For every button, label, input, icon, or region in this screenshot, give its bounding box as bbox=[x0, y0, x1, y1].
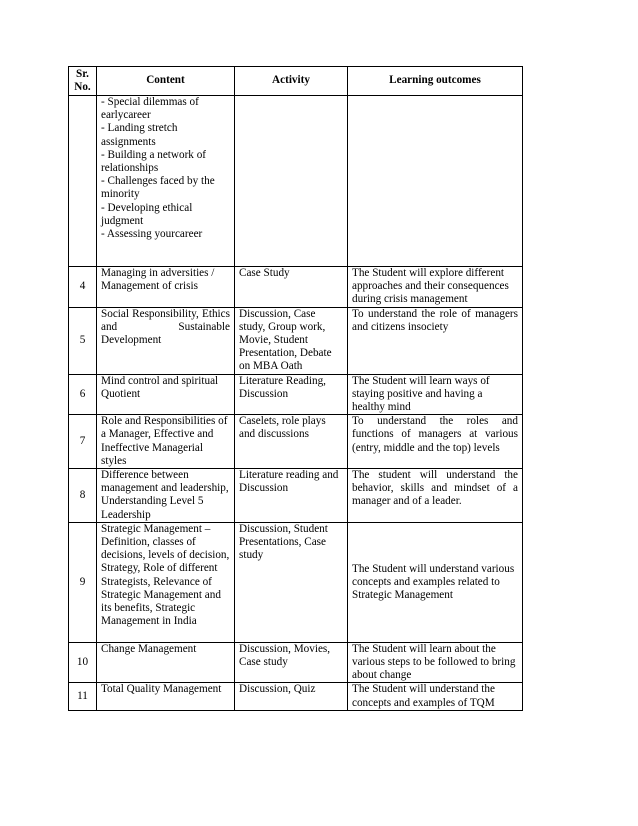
table-row bbox=[69, 307, 523, 374]
syllabus-table bbox=[68, 66, 523, 711]
cell-activity: Discussion, Case study, Group work, Movie, Student Presentation, Debate on MBA Oath bbox=[235, 307, 348, 374]
cell-sr bbox=[69, 96, 97, 267]
cell-activity: Literature reading and Discussion bbox=[235, 469, 348, 523]
header-content: Content bbox=[97, 67, 235, 96]
table-row bbox=[69, 683, 523, 710]
table-row bbox=[69, 642, 523, 683]
cell-content: Difference between management and leadership, Understanding Level 5 Leadership bbox=[97, 469, 235, 523]
table-row bbox=[69, 469, 523, 523]
cell-outcome: The Student will learn ways of staying positive and having a healthy mind bbox=[348, 374, 523, 415]
table-header-row bbox=[69, 67, 523, 96]
table-row bbox=[69, 267, 523, 308]
cell-content: Role and Responsibilities of a Manager, Effective and Ineffective Managerial styles bbox=[97, 415, 235, 469]
cell-activity: Discussion, Student Presentations, Case study bbox=[235, 522, 348, 642]
table-row bbox=[69, 522, 523, 642]
cell-content: Social Responsibility, Ethics and Sustainable Development bbox=[97, 307, 235, 374]
content-line: judgment bbox=[101, 214, 144, 227]
content-line: - Landing stretch bbox=[101, 122, 178, 135]
content-line: - Developing ethical bbox=[101, 201, 193, 214]
cell-activity: Case Study bbox=[235, 267, 348, 308]
header-sr-no: Sr. No. bbox=[69, 67, 97, 96]
cell-outcome bbox=[348, 96, 523, 267]
cell-sr: 7 bbox=[69, 415, 97, 469]
table-row-continuation bbox=[69, 96, 523, 267]
content-line: - Assessing yourcareer bbox=[101, 228, 203, 241]
table-row bbox=[69, 374, 523, 415]
cell-content: Change Management bbox=[97, 642, 235, 683]
content-line: minority bbox=[101, 188, 140, 201]
cell-activity: Discussion, Movies, Case study bbox=[235, 642, 348, 683]
cell-content: Strategic Management – Definition, classes of decisions, levels of decision, Strategy, Role of different Strategists, Relevance of Strategic Management and its benefits, Strategic Management in India bbox=[97, 522, 235, 642]
content-line: - Building a network of bbox=[101, 148, 207, 161]
cell-content: Managing in adversities / Management of crisis bbox=[97, 267, 235, 308]
cell-sr: 11 bbox=[69, 683, 97, 710]
cell-activity bbox=[235, 96, 348, 267]
content-line: assignments bbox=[101, 135, 156, 148]
cell-sr: 9 bbox=[69, 522, 97, 642]
content-line: - Challenges faced by the bbox=[101, 175, 215, 188]
cell-activity: Discussion, Quiz bbox=[235, 683, 348, 710]
cell-sr: 8 bbox=[69, 469, 97, 523]
table-row bbox=[69, 415, 523, 469]
cell-content: Total Quality Management bbox=[97, 683, 235, 710]
cell-activity: Caselets, role plays and discussions bbox=[235, 415, 348, 469]
cell-sr: 6 bbox=[69, 374, 97, 415]
cell-sr: 10 bbox=[69, 642, 97, 683]
header-learning-outcomes: Learning outcomes bbox=[348, 67, 523, 96]
content-line: earlycareer bbox=[101, 109, 151, 122]
cell-outcome: To understand the role of managers and citizens insociety bbox=[348, 307, 523, 374]
header-activity: Activity bbox=[235, 67, 348, 96]
cell-outcome: The student will understand the behavior, skills and mindset of a manager and of a leader. bbox=[348, 469, 523, 523]
cell-content: Mind control and spiritual Quotient bbox=[97, 374, 235, 415]
content-line: relationships bbox=[101, 162, 159, 175]
cell-outcome: The Student will learn about the various steps to be followed to bring about change bbox=[348, 642, 523, 683]
cell-outcome: To understand the roles and functions of managers at various (entry, middle and the top) levels bbox=[348, 415, 523, 469]
cell-sr: 5 bbox=[69, 307, 97, 374]
cell-outcome: The Student will explore different approaches and their consequences during crisis management bbox=[348, 267, 523, 308]
cell-sr: 4 bbox=[69, 267, 97, 308]
cell-activity: Literature Reading, Discussion bbox=[235, 374, 348, 415]
cell-outcome: The Student will understand the concepts and examples of TQM bbox=[348, 683, 523, 710]
cell-outcome: The Student will understand various concepts and examples related to Strategic Management bbox=[348, 522, 523, 642]
cell-content bbox=[97, 96, 235, 267]
content-line: - Special dilemmas of bbox=[101, 96, 199, 108]
